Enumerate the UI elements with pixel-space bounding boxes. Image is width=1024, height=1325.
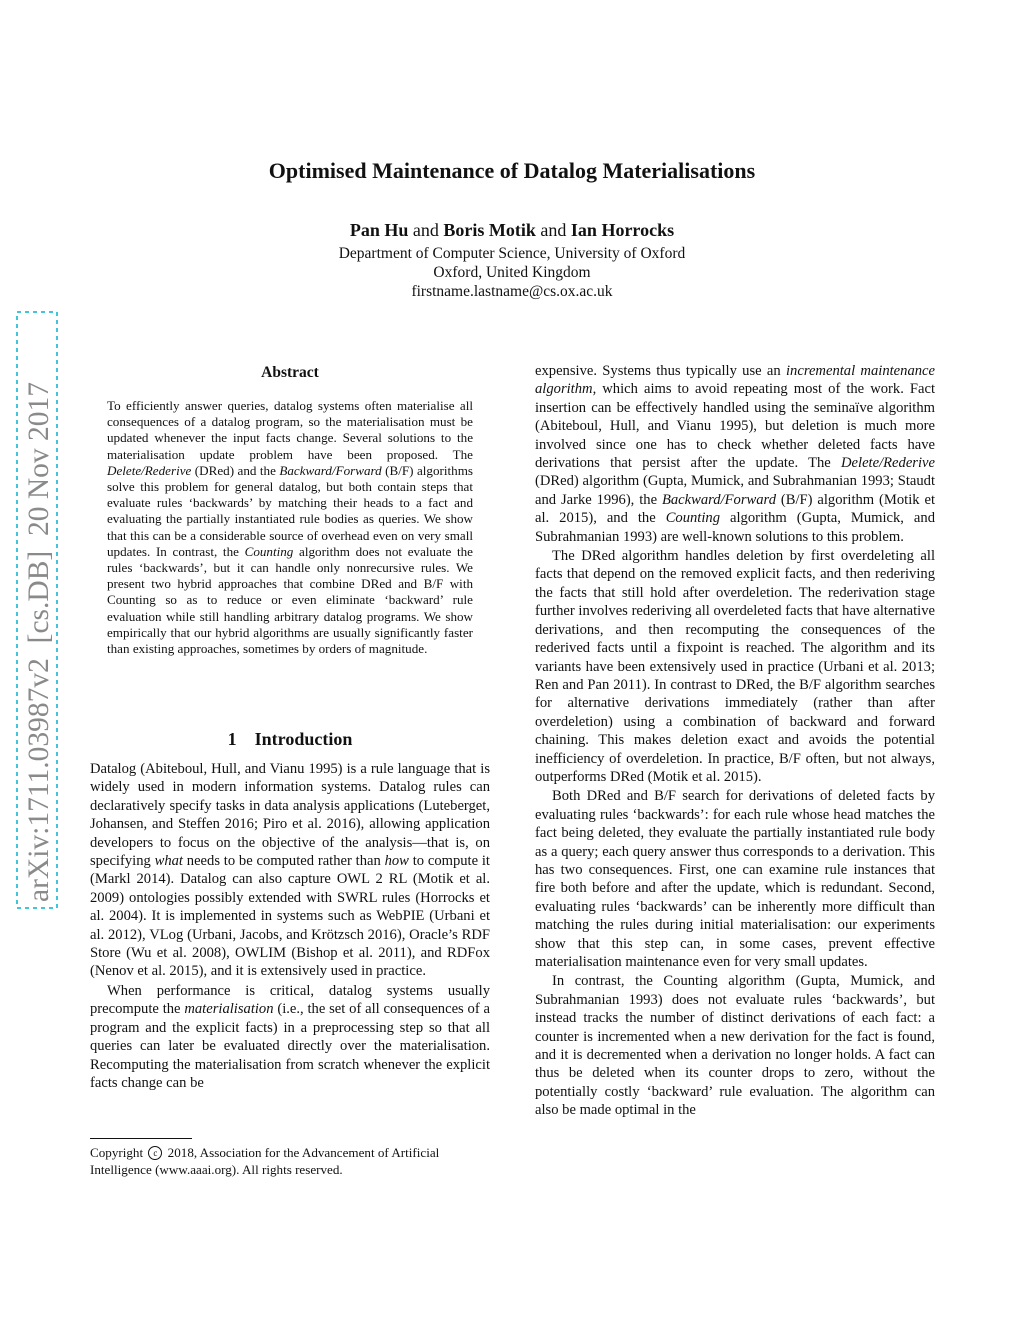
author-1: Pan Hu [349, 220, 409, 240]
intro-paragraph-2 [90, 982, 490, 1092]
copyright-prefix: Copyright [90, 1145, 144, 1160]
body-text: (i.e., the set of all consequences of a program and the explicit facts) in a preprocessing step so that all queries can later be evaluated directly over the materialisation. Recomputing the materialisation from scratch whenever the explicit facts change can be [90, 1001, 490, 1091]
affiliation-department: Department of Computer Science, University of Oxford [338, 245, 686, 262]
intro-paragraph-1 [90, 760, 490, 981]
section-heading-introduction [90, 729, 490, 750]
body-emphasis: what [154, 853, 183, 870]
abstract-body [107, 398, 473, 657]
body-text: When performance is critical, datalog systems usually precompute the [90, 982, 490, 1018]
body-text: , which aims to avoid repeating most of the work. Fact insertion can be effectively handled using the seminaïve algorithm (Abiteboul, Hull, and Vianu 1995), but deletion is much more involved since one has to check whether deleted facts have derivations that persist after the update. The [535, 381, 935, 472]
body-text: (DRed) algorithm (Gupta, Mumick, and Subrahmanian 1993; Staudt and Jarke 1996), the [535, 473, 935, 508]
body-emphasis: materialisation [184, 1001, 274, 1018]
copyright-footnote [90, 1144, 490, 1178]
left-column-body [90, 760, 490, 1092]
abstract-emphasis: Backward/Forward [279, 462, 382, 478]
abstract-heading: Abstract [261, 364, 319, 381]
body-text: (B/F) algorithm (Motik et al. 2015), and the [535, 491, 935, 527]
author-separator: and [412, 220, 439, 240]
right-paragraph-3: Both DRed and B/F search for derivations of deleted facts by evaluating rules ‘backwards’: for each rule whose head matches the fact being deleted, they evaluate the partially instantiated rule body as a query; each query answer thus corresponds to a derivation. This has two consequences. First, one can examine rule instances that fire both before and after the update, which is redundant. Second, evaluating rules ‘backwards’ can be inherently more difficult than matching the rules during initial materialisation: our experiments show that this step can, in some cases, prevent effective materialisation maintenance even for very small updates. [535, 788, 935, 970]
affiliation-place: Oxford, United Kingdom [433, 264, 591, 281]
affiliation-block [0, 244, 1024, 301]
body-text: Datalog (Abiteboul, Hull, and Vianu 1995) is a rule language that is widely used in modern information systems. Datalog rules can declaratively specify tasks in data analysis applications (Luteberget, Johansen, and Steffen 2016; Piro et al. 2016), allowing application developers to focus on the objective of the analysis—that is, on specifying [90, 761, 490, 870]
right-paragraph-4: In contrast, the Counting algorithm (Gupta, Mumick, and Subrahmanian 1993) does not evaluate rules ‘backwards’, but instead tracks the number of distinct derivations of each fact: a counter is incremented when a new derivation for the fact is found, and it is decremented when a derivation no longer holds. A fact can thus be deleted when its counter drops to zero, without the potentially costly ‘backward’ rule evaluation. The algorithm can also be made optimal in the [535, 973, 935, 1119]
right-paragraph-1 [535, 362, 935, 546]
section-title: Introduction [254, 729, 353, 749]
arxiv-stamp-svg [14, 310, 60, 910]
author-separator: and [540, 220, 567, 240]
abstract-paragraph [107, 398, 473, 657]
abstract-text: (DRed) and the [191, 462, 280, 478]
footnote-rule [90, 1138, 192, 1139]
copyright-symbol-icon: c [148, 1146, 162, 1160]
right-column-body [535, 362, 935, 1120]
paper-title: Optimised Maintenance of Datalog Materialisations [268, 158, 756, 183]
section-number: 1 [227, 729, 237, 749]
author-3: Ian Horrocks [570, 220, 675, 240]
right-paragraph-2: The DRed algorithm handles deletion by first overdeleting all facts that depend on the removed explicit facts, and then rederiving the facts that still hold after overdeletion. The rederivation stage further involves rederiving all overdeleted facts that have alternative derivations, and then recomputing the consequences of the rederived facts until a fixpoint is reached. The algorithm and its variants have been extensively used in practice (Urbani et al. 2013; Ren and Pan 2011). In contrast to DRed, the B/F algorithm searches for alternative derivations immediately (rather than after overdeletion) using a combination of backward and forward chaining. This makes deletion exact and avoids the potential inefficiency of overdeletion. In practice, B/F often, but not always, outperforms DRed (Motik et al. 2015). [535, 548, 935, 785]
arxiv-stamp [14, 310, 60, 910]
body-text: to compute it (Markl 2014). Datalog can also capture OWL 2 RL (Motik et al. 2009) ontologies possibly extended with SWRL rules (Horrocks et al. 2004). It is implemented in systems such as WebPIE (Urbani et al. 2012), VLog (Urbani, Jacobs, and Krötzsch 2016), Oracle’s RDF Store (Wu et al. 2008), OWLIM (Bishop et al. 2011), and RDFox (Nenov et al. 2015), and it is extensively used in practice. [90, 853, 490, 980]
arxiv-id-text: arXiv:1711.03987v2 [cs.DB] 20 Nov 2017 [23, 381, 55, 902]
body-emphasis: Counting [665, 510, 721, 527]
abstract-emphasis: Delete/Rederive [107, 462, 192, 478]
body-emphasis: Delete/Rederive [841, 455, 935, 472]
body-text: needs to be computed rather than [182, 853, 385, 870]
abstract-text: To efficiently answer queries, datalog systems often materialise all consequences of a datalog program, so the materialisation must be updated whenever the input facts change. Several solutions to the materialisation update problem have been proposed. The [107, 398, 473, 462]
body-text: expensive. Systems thus typically use an [535, 363, 786, 379]
author-line [0, 220, 1024, 241]
abstract-text: (B/F) algorithms solve this problem for general datalog, but both contain steps that evaluate rules ‘backwards’ by matching their heads to a fact and evaluating the partially instantiated rule bodies as queries. We show that this can be a considerable source of overhead even on very small updates. In contrast, the [107, 462, 473, 559]
body-emphasis: incremental maintenance algorithm [535, 363, 935, 398]
abstract-emphasis: Counting [244, 543, 294, 559]
abstract-text: algorithm does not evaluate the rules ‘backwards’, but it can handle only nonrecursive rules. We present two hybrid approaches that combine DRed and B/F with Counting so as to reduce or even eliminate ‘backward’ rule evaluation while still handling arbitrary datalog programs. We show empirically that our hybrid algorithms are usually significantly faster than existing approaches, sometimes by orders of magnitude. [107, 543, 473, 657]
author-2: Boris Motik [443, 220, 536, 240]
body-emphasis: how [384, 853, 409, 870]
body-emphasis: Backward/Forward [661, 491, 776, 508]
affiliation-email: firstname.lastname@cs.ox.ac.uk [411, 283, 613, 300]
copyright-text: 2018, Association for the Advancement of Artificial Intelligence (www.aaai.org). All rights reserved. [90, 1145, 440, 1177]
body-text: algorithm (Gupta, Mumick, and Subrahmanian 1993) are well-known solutions to this problem. [535, 510, 936, 545]
